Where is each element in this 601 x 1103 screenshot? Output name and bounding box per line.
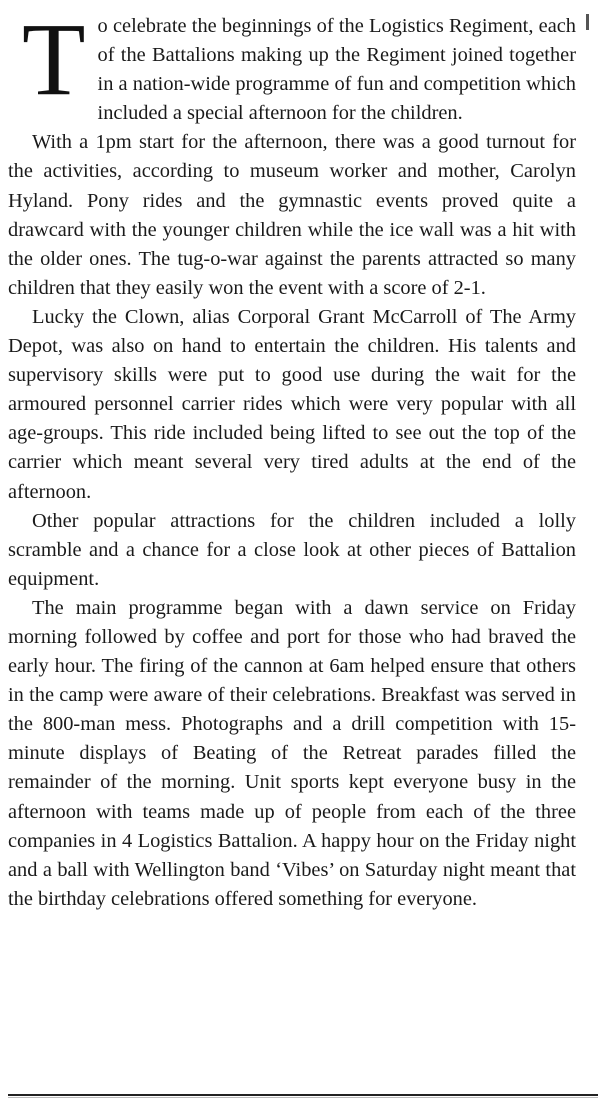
paragraph-5: The main programme began with a dawn service on Friday morning followed by coffee and port for those who had braved the early hour. The firing of the cannon at 6am helped ensure that others in the camp were aware of their celebrations. Breakfast was served in the 800-man mess. Photographs and a drill competition with 15-minute displays of Beating of the Retreat parades filled the remainder of the morning. Unit sports kept everyone busy in the afternoon with teams made up of people from each of the three companies in 4 Logistics Battalion. A happy hour on the Friday night and a ball with Wellington band ‘Vibes’ on Saturday night meant that the birthday celebrations offered something for everyone.	[8, 596, 576, 910]
drop-cap: T	[22, 2, 86, 117]
bottom-rule	[8, 1094, 598, 1096]
paragraph-1-text: o celebrate the beginnings of the Logistics Regiment, each of the Battalions making up the Regiment joined together in a nation-wide programme of fun and competition which included a special afternoon for the children.	[97, 15, 576, 125]
paragraph-3: Lucky the Clown, alias Corporal Grant McCarroll of The Army Depot, was also on hand to entertain the children. His talents and supervisory skills were put to good use during the wait for the armoured personnel carrier rides which were very popular with all age-groups. This ride included being lifted to see out the top of the carrier which meant several very tired adults at the end of the afternoon.	[8, 305, 576, 503]
bottom-rule-shadow	[8, 1097, 598, 1098]
paragraph-1	[8, 2, 576, 128]
article-body	[8, 2, 576, 914]
paragraph-4: Other popular attractions for the children included a lolly scramble and a chance for a close look at other pieces of Battalion equipment.	[8, 509, 576, 590]
scan-edge-mark	[586, 14, 589, 30]
paragraph-2: With a 1pm start for the afternoon, there was a good turnout for the activities, according to museum worker and mother, Carolyn Hyland. Pony rides and the gymnastic events proved quite a drawcard with the younger children while the ice wall was a hit with the older ones. The tug-o-war against the parents attracted so many children that they easily won the event with a score of 2-1.	[8, 131, 576, 299]
